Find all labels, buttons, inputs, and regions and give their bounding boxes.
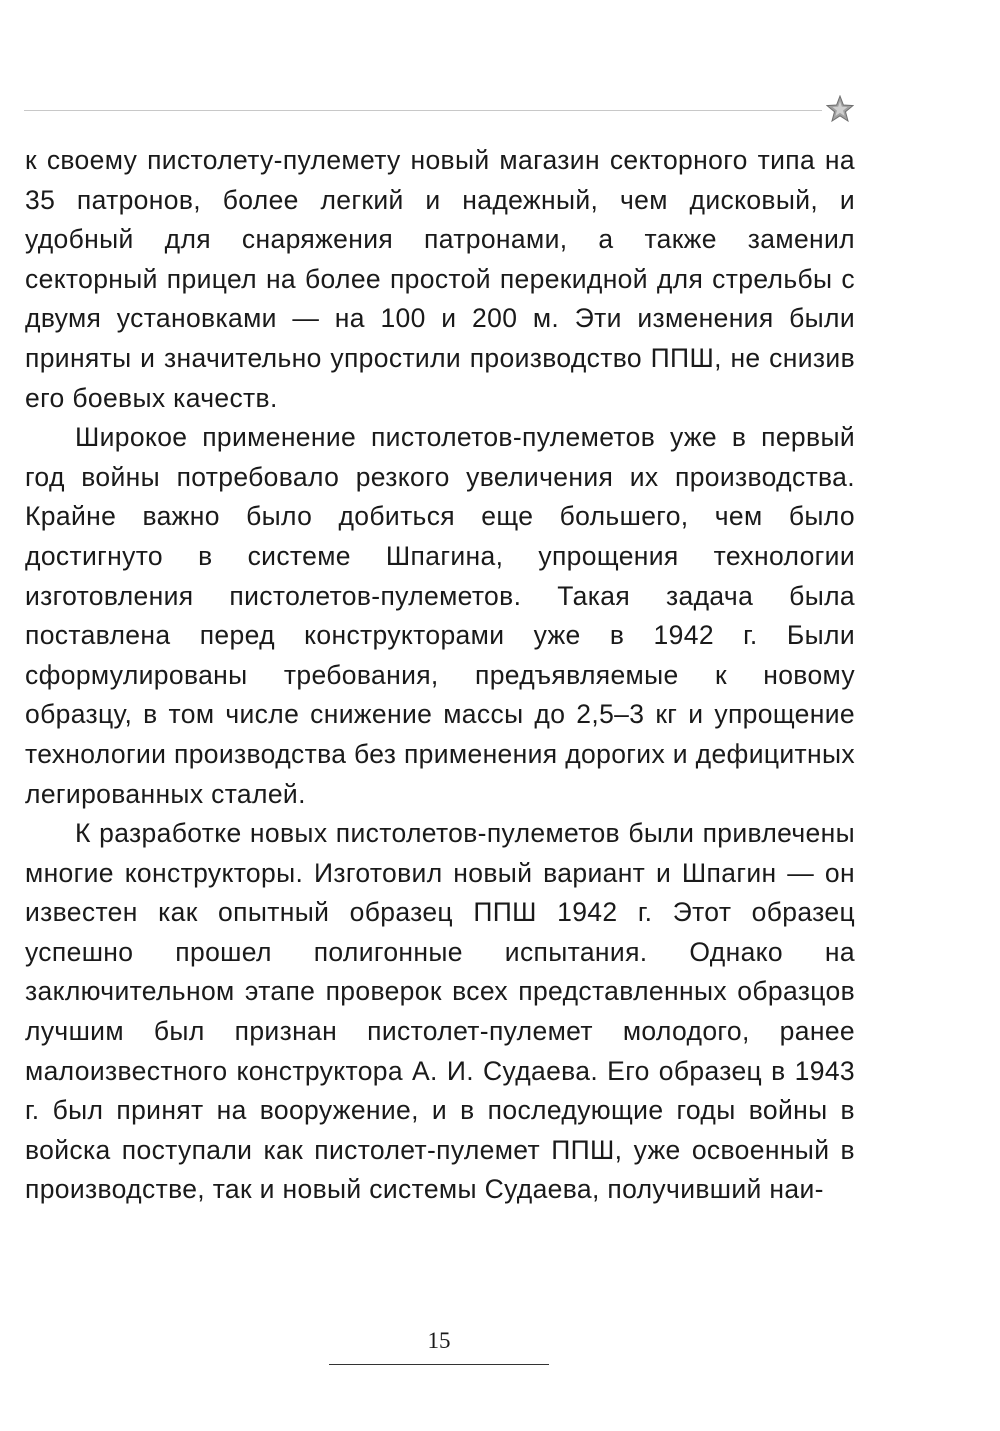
header-rule [24,110,822,111]
star-icon [826,95,854,123]
footer-rule [329,1364,549,1365]
paragraph: К разработке новых пистолетов-пулеметов были привлечены многие конструкторы. Изготовил новый вариант и Шпагин — он известен как опытный образец ППШ 1942 г. Этот образец успешно прошел полигонные испытания. Однако на заключительном этапе проверок всех представленных образцов лучшим был признан пистолет-пулемет молодого, ранее малоизвестного конструктора А. И. Судаева. Его образец в 1943 г. был принят на вооружение, и в последующие годы войны в войска поступали как пистолет-пулемет ППШ, уже освоенный в производстве, так и новый системы Судаева, получивший наи- [25,818,855,1205]
paragraph: к своему пистолету-пулемету новый магазин секторного типа на 35 патронов, более легкий и надежный, чем дисковый, и удобный для снаряжения патронами, а также заменил секторный прицел на более простой перекидной для стрельбы с двумя установками — на 100 и 200 м. Эти изменения были приняты и значительно упростили производство ППШ, не снизив его боевых качеств. [25,145,855,413]
body-text [25,141,855,1210]
paragraph: Широкое применение пистолетов-пулеметов уже в первый год войны потребовало резкого увеличения их производства. Крайне важно было добиться еще большего, чем было достигнуто в системе Шпагина, упрощения технологии изготовления пистолетов-пулеметов. Такая задача была поставлена перед конструкторами уже в 1942 г. Были сформулированы требования, предъявляемые к новому образцу, в том числе снижение массы до 2,5–3 кг и упрощение технологии производства без применения дорогих и дефицитных легированных сталей. [25,422,855,809]
page-number: 15 [427,1328,451,1353]
